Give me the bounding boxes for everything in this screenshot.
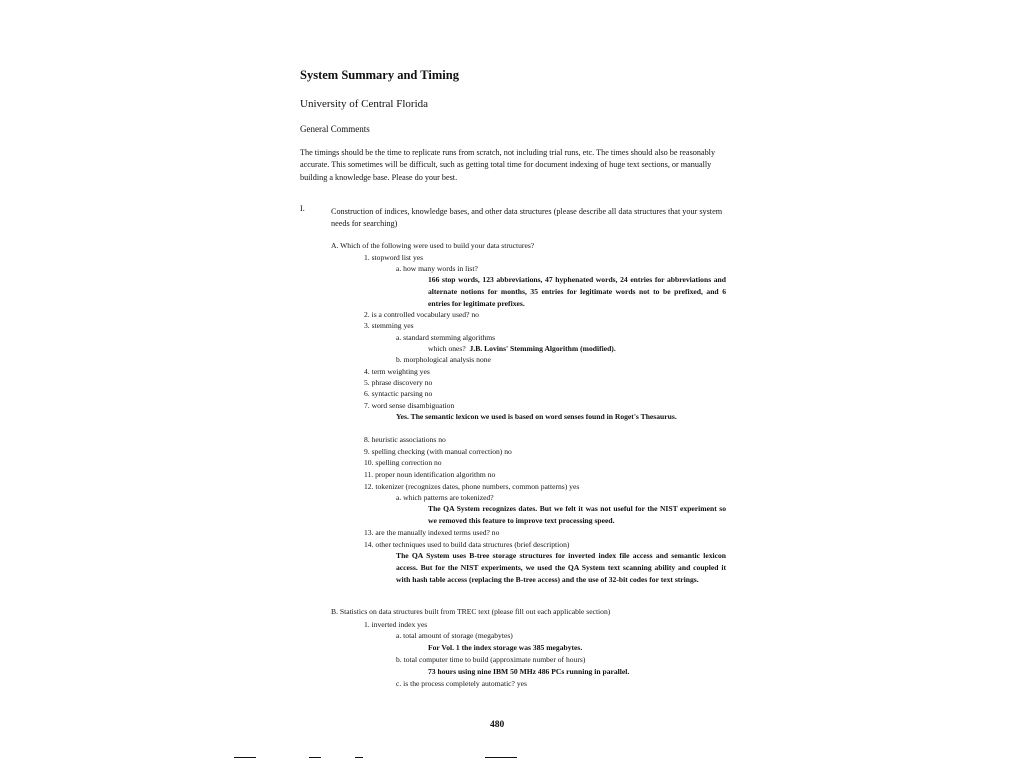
- item-build-time: b. total computer time to build (approximate number of hours): [396, 655, 586, 664]
- item-syntactic-parsing: 6. syntactic parsing no: [364, 389, 433, 398]
- item-proper-noun: 11. proper noun identification algorithm no: [364, 470, 496, 479]
- item-term-weighting: 4. term weighting yes: [364, 367, 430, 376]
- item-heuristic: 8. heuristic associations no: [364, 435, 446, 444]
- scan-artifact-line: [485, 757, 517, 758]
- item-vocabulary: 2. is a controlled vocabulary used? no: [364, 310, 479, 319]
- question-number: I.: [300, 204, 305, 213]
- answer-word-sense: Yes. The semantic lexicon we used is based on word senses found in Roget's Thesaurus.: [396, 412, 677, 421]
- item-tokenizer-a: a. which patterns are tokenized?: [396, 493, 494, 502]
- answer-storage: For Vol. 1 the index storage was 385 megabytes.: [428, 643, 583, 652]
- page-title: System Summary and Timing: [300, 68, 459, 82]
- item-storage: a. total amount of storage (megabytes): [396, 631, 513, 640]
- item-stopword: 1. stopword list yes: [364, 253, 424, 262]
- part-b-heading: B. Statistics on data structures built from TREC text (please fill out each applicable section): [331, 607, 611, 616]
- item-inverted-index: 1. inverted index yes: [364, 620, 428, 629]
- item-spell-correct: 10. spelling correction no: [364, 458, 442, 467]
- item-spell-check: 9. spelling checking (with manual correction) no: [364, 447, 512, 456]
- item-tokenizer: 12. tokenizer (recognizes dates, phone numbers, common patterns) yes: [364, 482, 580, 491]
- answer-other-techniques: The QA System uses B-tree storage structures for inverted index file access and semantic lexicon access. But for the NIST experiments, we used the QA System text scanning ability and coupled it with hash table access (replacing the B-tree access) and the use of 32-bit codes for text strings.: [396, 551, 726, 584]
- question-text: Construction of indices, knowledge bases, and other data structures (please describe all data structures that your system needs for searching): [331, 207, 723, 228]
- scan-artifact-line: [234, 757, 256, 758]
- item-manual-index: 13. are the manually indexed terms used? no: [364, 528, 500, 537]
- item-stemming-a: a. standard stemming algorithms: [396, 333, 496, 342]
- institution: University of Central Florida: [300, 98, 429, 110]
- answer-stopword: 166 stop words, 123 abbreviations, 47 hyphenated words, 24 entries for abbreviations and alternate notions for months, 35 entries for legitimate words not to be prefixed, and 6 entries for legitimate prefixes.: [428, 275, 726, 308]
- section-heading: General Comments: [300, 124, 370, 134]
- page-number: 480: [490, 720, 505, 730]
- item-other-techniques: 14. other techniques used to build data structures (brief description): [364, 540, 570, 549]
- intro-paragraph: The timings should be the time to replicate runs from scratch, not including trial runs, etc. The times should also be reasonably accurate. This sometimes will be difficult, such as getting total time for document indexing of huge text sections, or manually building a knowledge base. Please do your best.: [300, 148, 716, 182]
- item-stopword-a: a. how many words in list?: [396, 264, 478, 273]
- item-stemming-a-answer: [428, 344, 616, 354]
- stemming-answer: J.B. Lovins' Stemming Algorithm (modified).: [469, 344, 616, 353]
- item-automatic: c. is the process completely automatic? yes: [396, 679, 527, 688]
- which-ones-label: which ones?: [428, 344, 466, 353]
- item-stemming-b: b. morphological analysis none: [396, 355, 491, 364]
- part-a-heading: A. Which of the following were used to build your data structures?: [331, 241, 535, 250]
- scan-artifact-line: [309, 757, 321, 758]
- item-stemming: 3. stemming yes: [364, 321, 414, 330]
- item-word-sense: 7. word sense disambiguation: [364, 401, 455, 410]
- scan-artifact-line: [355, 757, 363, 758]
- answer-build-time: 73 hours using nine IBM 50 MHz 486 PCs running in parallel.: [428, 667, 630, 676]
- answer-tokenizer: The QA System recognizes dates. But we felt it was not useful for the NIST experiment so we removed this feature to improve text processing speed.: [428, 504, 726, 525]
- item-phrase-discovery: 5. phrase discovery no: [364, 378, 433, 387]
